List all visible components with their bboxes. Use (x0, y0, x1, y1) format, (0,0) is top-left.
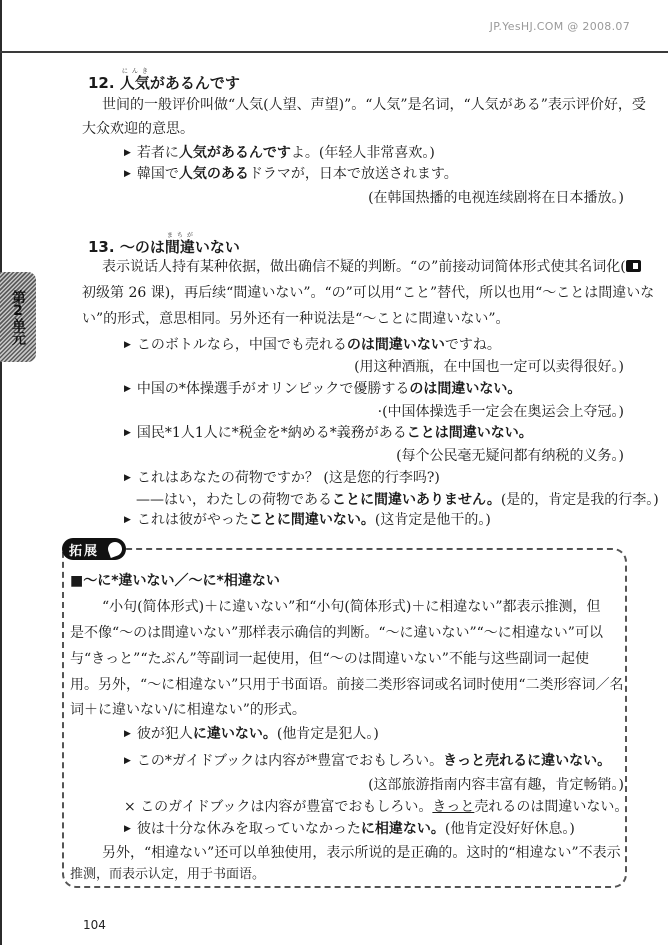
bullet-triangle-icon: ▶ (124, 515, 131, 525)
expansion-example-2-translation: (这部旅游指南内容丰富有趣，肯定畅销。) (368, 777, 624, 793)
section-13-example-3-translation: (每个公民毫无疑问都有纳税的义务。) (396, 448, 624, 464)
section-13-example-3: ▶ 国民*1人1人に*税金を*納める*義務があることは間違いない。 (124, 425, 533, 441)
bullet-triangle-icon: ▶ (124, 824, 131, 834)
cross-mark-icon: × (124, 799, 136, 815)
expansion-para1-line2: 是不像“～のは間違いない”那样表示确信的判断。“～に違いない”“～に相違ない”可以 (70, 625, 603, 641)
section-12-title: 12. 人気にんきがあるんです (88, 68, 240, 92)
section-13-para-line1: 表示说话人持有某种依据，做出确信不疑的判断。“の”前接动词简体形式使其名词化( (102, 258, 641, 276)
bullet-triangle-icon: ▶ (124, 169, 131, 179)
section-13-example-1: ▶ このボトルなら，中国でも売れるのは間違いないですね。 (124, 337, 501, 353)
section-13-title: 13. ～のは間違まちがいない (88, 232, 240, 256)
expansion-para1-line5: 词＋に違いない/に相違ない”的形式。 (70, 702, 306, 718)
expansion-example-4: ▶ 彼は十分な休みを取っていなかったに相違ない。(他肯定没好好休息。) (124, 821, 575, 837)
expansion-para1-line4: 用。另外，“～に相違ない”只用于书面语。前接二类形容词或名词时使用“二类形容词／名 (70, 677, 624, 693)
section-13-para-line3: い”的形式，意思相同。另外还有一种说法是“～ことに間違いない”。 (82, 311, 510, 327)
page-left-edge (0, 0, 2, 945)
section-13-example-4: ▶ これはあなたの荷物ですか？ (这是您的行李吗?) (124, 470, 440, 486)
bullet-triangle-icon: ▶ (124, 148, 131, 158)
bullet-triangle-icon: ▶ (124, 473, 131, 483)
unit-side-tab-label: 第2单元 (10, 290, 26, 344)
bullet-triangle-icon: ▶ (124, 340, 131, 350)
bullet-triangle-icon: ▶ (124, 729, 131, 739)
section-13-example-1-translation: (用这种酒瓶，在中国也一定可以卖得很好。) (354, 359, 624, 375)
bullet-triangle-icon: ▶ (124, 384, 131, 394)
page-number: 104 (83, 918, 106, 932)
section-13-example-2: ▶ 中国の*体操選手がオリンピックで優勝するのは間違いない。 (124, 381, 522, 397)
bird-icon (106, 540, 124, 558)
header-rule (0, 51, 668, 53)
section-12-example-1: ▶ 若者に人気があるんですよ。(年轻人非常喜欢。) (124, 145, 435, 161)
section-13-para-line2: 初级第 26 课)，再后续“間違いない”。“の”可以用“こと”替代，所以也用“～ことは間違いな (82, 285, 655, 301)
section-12-para-line2: 大众欢迎的意思。 (82, 121, 194, 137)
expansion-para2-line1: 另外，“相違ない”还可以单独使用，表示所说的是正确的。这时的“相違ない”不表示 (102, 845, 621, 861)
bullet-triangle-icon: ▶ (124, 428, 131, 438)
section-13-example-5: ▶ これは彼がやったことに間違いない。(这肯定是他干的。) (124, 512, 491, 528)
section-12-para-line1: 世间的一般评价叫做“人気(人望、声望)”。“人気”是名词，“人気がある”表示评价好，受 (102, 97, 646, 113)
expansion-para1-line1: “小句(简体形式)＋に違いない”和“小句(简体形式)＋に相違ない”都表示推测，但 (102, 599, 601, 615)
bullet-triangle-icon: ▶ (124, 756, 131, 766)
expansion-example-1: ▶ 彼が犯人に違いない。(他肯定是犯人。) (124, 726, 379, 742)
section-12-example-2-translation: (在韩国热播的电视连续剧将在日本播放。) (368, 190, 624, 206)
expansion-example-3-incorrect: × このガイドブックは内容が豊富でおもしろい。きっと売れるのは間違いない。 (124, 799, 629, 815)
book-icon (626, 260, 641, 272)
expansion-example-2: ▶ この*ガイドブックは内容が*豊富でおもしろい。きっと売れるに違いない。 (124, 753, 612, 769)
section-13-example-2-translation: ·(中国体操选手一定会在奥运会上夺冠。) (377, 404, 624, 420)
watermark: JP.YesHJ.COM @ 2008.07 (489, 20, 630, 33)
expansion-para2-line2: 推测，而表示认定，用于书面语。 (70, 867, 266, 882)
section-13-example-4-reply: ——はい，わたしの荷物であることに間違いありません。(是的，肯定是我的行李。) (136, 492, 659, 508)
expansion-para1-line3: 与“きっと”“たぶん”等副词一起使用，但“～のは間違いない”不能与这些副词一起使 (70, 651, 589, 667)
expansion-badge: 拓展 (62, 538, 126, 560)
expansion-heading: ■～に*違いない／～に*相違ない (70, 573, 280, 589)
unit-side-tab (0, 272, 36, 362)
section-12-example-2: ▶ 韓国で人気のあるドラマが，日本で放送されます。 (124, 166, 458, 182)
